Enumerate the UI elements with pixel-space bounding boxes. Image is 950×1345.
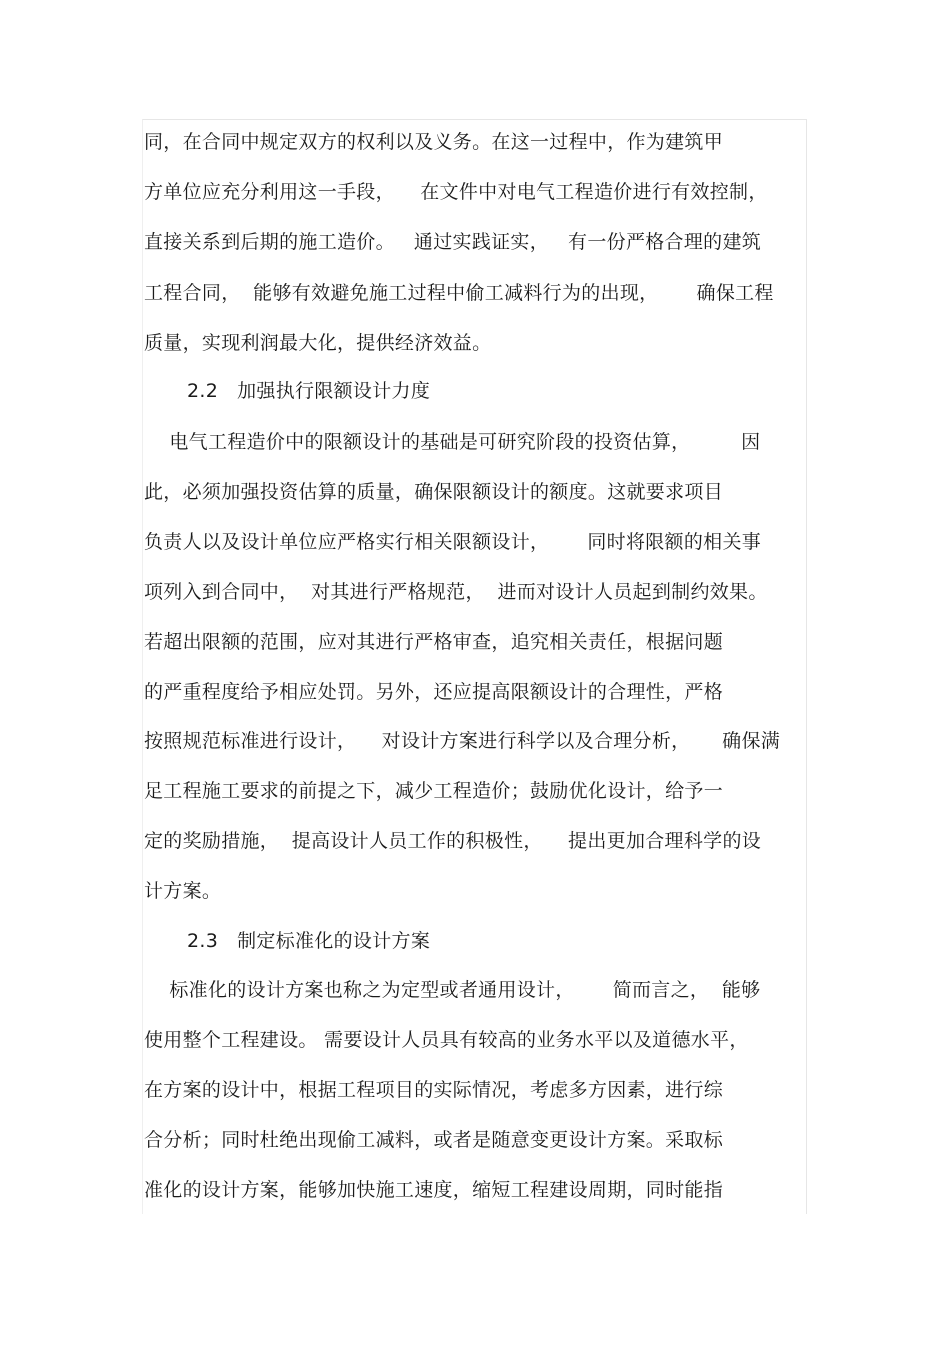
body-line-12: 的严重程度给予相应处罚。另外，还应提高限额设计的合理性，严格 — [144, 681, 724, 703]
body-line-14: 足工程施工要求的前提之下，减少工程造价；鼓励优化设计，给予一 — [144, 780, 724, 802]
body-line-15: 定的奖励措施， 提高设计人员工作的积极性， 提出更加合理科学的设 — [144, 830, 762, 852]
body-line-8: 此，必须加强投资估算的质量，确保限额设计的额度。这就要求项目 — [144, 481, 724, 503]
body-line-2: 方单位应充分利用这一手段， 在文件中对电气工程造价进行有效控制， — [144, 181, 768, 203]
section-heading-2-2: 2.2 加强执行限额设计力度 — [187, 380, 431, 402]
body-line-3: 直接关系到后期的施工造价。 通过实践证实， 有一份严格合理的建筑 — [144, 231, 762, 253]
body-line-4: 工程合同， 能够有效避免施工过程中偷工减料行为的出现， 确保工程 — [144, 282, 774, 304]
body-line-22: 准化的设计方案，能够加快施工速度，缩短工程建设周期，同时能指 — [144, 1179, 724, 1201]
body-line-19: 使用整个工程建设。 需要设计人员具有较高的业务水平以及道德水平， — [144, 1029, 749, 1051]
body-line-11: 若超出限额的范围，应对其进行严格审查，追究相关责任，根据问题 — [144, 631, 724, 653]
body-line-13: 按照规范标准进行设计， 对设计方案进行科学以及合理分析， 确保满 — [144, 730, 781, 752]
body-line-10: 项列入到合同中， 对其进行严格规范， 进而对设计人员起到制约效果。 — [144, 581, 768, 603]
body-line-7: 电气工程造价中的限额设计的基础是可研究阶段的投资估算， 因 — [144, 431, 761, 453]
body-line-1: 同，在合同中规定双方的权利以及义务。在这一过程中，作为建筑甲 — [144, 131, 724, 153]
body-line-20: 在方案的设计中，根据工程项目的实际情况，考虑多方因素，进行综 — [144, 1079, 724, 1101]
body-line-18: 标准化的设计方案也称之为定型或者通用设计， 简而言之， 能够 — [144, 979, 761, 1001]
body-line-21: 合分析；同时杜绝出现偷工减料，或者是随意变更设计方案。采取标 — [144, 1129, 724, 1151]
body-line-5: 质量，实现利润最大化，提供经济效益。 — [144, 332, 492, 354]
body-line-9: 负责人以及设计单位应严格实行相关限额设计， 同时将限额的相关事 — [144, 531, 762, 553]
body-line-16: 计方案。 — [144, 880, 222, 902]
section-heading-2-3: 2.3 制定标准化的设计方案 — [187, 930, 431, 952]
